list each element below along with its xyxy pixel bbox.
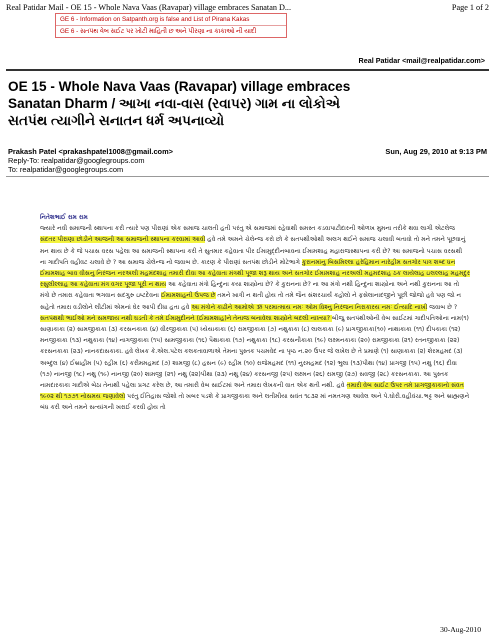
subject-line: Sanatan Dharm / આખા નવા-વાસ (રવાપર) ગામ ના લોકોએ xyxy=(8,96,341,111)
reply-to-field: Reply-To: realpatidar@googlegroups.com xyxy=(8,156,145,165)
body-text: હવે તમે અમને ચેલેન્જ કરો છો કે સતપથીઓથી અલગ થઈને સમાજ ચલાવી બતાવો તો મને તમને પૂછવાનું મન થાય છે કે જે પચાસ વરસ પહેલા આ સમાજની સ્થાપના કરી તે સુતમાર કહેવાતા પીર ઈમામુદ્દીનબાવના ઈમામશાહ મહારાજસ્થાપના કરી છે? આ સમાજનો પચાસ વરસથી ના ગાદીપતિ વહીવટ ચલાવે છે ? xyxy=(40,236,466,266)
body-paragraph xyxy=(40,223,470,313)
thread-list xyxy=(55,13,287,38)
highlight: સંદતર પીરાણા છોડીને આજની આ સમાજની સ્થાપના કરવામાં આવી xyxy=(40,236,206,244)
account-label: Real Patidar <mail@realpatidar.com> xyxy=(358,56,485,65)
thread-item[interactable]: GE 6 - સતપંથ વેબ સઈટ પર ખોટી માહિતી છ અને પીરણા ના કાકાઓ ની યાદી xyxy=(56,25,286,37)
from-field: Prakash Patel <prakashpatel1008@gmail.com> xyxy=(8,147,173,156)
email-body xyxy=(40,212,470,414)
body-text: જવાબ છે ? xyxy=(427,303,458,311)
page-number: Page 1 of 2 xyxy=(451,3,489,12)
body-paragraph xyxy=(40,313,470,414)
body-text: તમને ખાત્રી ન થતી હોય તો તમે જૈન સંશરચાર્ય કહોલો ને ફસેલાનાદજીને પૂછી જોજો હવે પણ જો ન સહેતો તમારા વડીલોને લીટીમાં એમનાં ઘેર આપી દીધા હતા હવે xyxy=(40,292,462,311)
body-text: આ કહેવાતા મંત્રો હિન્દુના કયા શાસ્ત્રોના છે? કે કુરાનના છે? ના આ મંત્રો નથી હિન્દુના શાસ્ત્રોના અને નથી કુરાનના આ તો મંત્રો છે તમારા કહેવાતા ભગવાન સદગુરુ ઇષ્ટદેવના xyxy=(40,281,460,300)
body-text: જ્યારે નવી સમાજની સ્થાપના કરી ત્યારે પણ પીરાણાં એક સમાજ ચાલતી હતી પરંતુ એ સમાજમાં રહેવાથી સમસ્ત કડવાપાટીદારની ઓળખ મુમના તરીકે થવા લાગી એટલેજ xyxy=(40,225,455,233)
body-text: આ પુસ્તક નામદારકાકા ગાદીએ બેઠા તેનાથી પહેલા પ્રગટ કરેલ છે, આ તમારી વેબ સાઈટમાં અને તમારા લેખકની વાત એક થતી નથી. હવે xyxy=(40,370,449,390)
body-text: હવે લેખક કે.એલ.પટેલ કલકતાવાળાએ તેમના પુસ્તક પચમવેદ ના પૃષ્ઠ ન.૨૦ ઉપર જે લખેલ છે તે પ્રમાણે (૧) સાણાકાકા (૨) શેરમહમદ (૩) અબ્દુલ (૪) ઈબ્રાહીમ (૫) રહીમ (૬) કરીમમહમદ (૭) શામજી (૮) હસન (૯) રહીમ (૧૦) રાજેમહમદ (૧૧) નુરમહમદ (૧૨) ભુલા (૧૩)પીથા (૧૪) પ્રાગજી (૧૫) નથુ (૧૬) દીવા (૧૭) નાનજી (૧૮) નથુ (૧૯) નાનજી (૨૦) શામજી (૨૧) નથુ (૨૨)પીથા (૨૩) નથુ (૨૪) કરસનજી (૨૫) લક્ષ્મન (૨૬) રામજી (૨૭) સવજી (૨૮) કરસનકાકા. xyxy=(40,348,463,378)
subject-line: સતપંથ ત્યાગીને સનાતન ધર્મ અપનાવ્યો xyxy=(8,113,225,128)
email-meta xyxy=(8,147,487,174)
subject-line: OE 15 - Whole Nava Vaas (Ravapar) village embraces xyxy=(8,79,351,94)
body-text: બીજુ સતપંથીઓની વેબ સાઈટમાં ગાદીપતિઓના નામ(૧) સાણાકાકા (૨) સામજીકાકા (૩) કરસનકાકા (૪) વીરજીકાકા (૫) ધ્યેયાકાકા (૬) રામજીકાકા (૭) નથુકાકા (૮) લાલકાકા (૯) પ્રાગજીકાકા(૧૦) નાથાકાકા (૧૧) દીપકાકા (૧૨) મનજીકાકા (૧૩) નથુકાકા (૧૪) નાગજીકાકા (૧૫) સામજીકાકા (૧૬) પૈથાકાકા (૧૭) નથુકાકા (૧૮) કરસનીકાકા (૧૯) લક્ષ્મનકાકા (૨૦) રામજીકાકા (૨૧) રતનજીકાકા (૨૨) કરસનકાકા (૨૩) નાનકદાસકાકા. xyxy=(40,314,469,356)
highlight: તમારી વેબ સાઈટ ઉપર તમે પ્રાગજીકાકાનો સંવત ૧૯૦૨ થી ૧૭૭૧ નોસમય જણાવેલો xyxy=(40,382,464,401)
highlight: સતપંથથી ભાઈઓ મને સમજાય નથી ઘડતી કે તમે ઈમામુદીનને (ઈમામશાહ)ને તેનાજ બનાવેલા શાસ્ત્રોને બદલી નાખ્યા? xyxy=(40,314,332,322)
divider xyxy=(6,176,489,177)
body-text: આ સમાજ ચેલેન્જ નો જવાબ છે. કારણ કે પીરાણાં સતપંથ છોડીને મોટેભાગે xyxy=(118,258,302,266)
highlight: ઈમામશાહની ઉપજ છે xyxy=(160,292,216,300)
print-date: 30-Aug-2010 xyxy=(440,625,481,634)
divider xyxy=(6,69,489,71)
to-field: To: realpatidar@googlegroups.com xyxy=(8,165,124,174)
print-header-title: Real Patidar Mail - OE 15 - Whole Nava Vaas (Ravapar) village embraces Sanatan D... xyxy=(6,3,292,12)
body-text: પરંતુ ઈતિહાસ જોશો તો ખબર પડશે કે પ્રાગજીકાકા અને લતીમીયા સવંત ૧૮૩૨ માં નમતગણ આવેલ અને પે.ઘોરી.વહીવંચા.ભટ્ટ અને બ્રાહ્મણને બંધ કરી અને તમને સત્યાંગની ખરાઈ કરવી હોય તો xyxy=(40,393,470,412)
highlight: આ મંત્રોને કાઢીને આમોએ ૐ પરમાત્માય નમઃ ઓમ વિશ્નુ નિરંજન નિરાકારય નમઃ ઈત્યાદિ નાખી xyxy=(191,303,428,311)
thread-item[interactable]: GE 6 - Information on Satpanth.org is false and List of Pirana Kakas xyxy=(60,15,250,23)
highlight: કુરાનમાંનુ બિસમિલ્લા હરેહિમાન નારેહીમ સતગોર પાત્ર શબ્દ ધન ઈમામશાહ બાવ વીસનુ નિરંજન નરઅલી મહમંદશાહ તમારી દીવા આ કહેવાતા મંત્રથી પૂજા શરૂ થાય અને સતગોર ઈમામશાહ નરઅલી મહમદશાહ ઠક લાયેલાહ ઇલલ્લાહ મહમદુર રસુલીલ્લાહ આ કહેવાતા મંત્ર વગર પૂજા પૂરી ન થાય xyxy=(40,258,470,289)
greeting: નિતેશભાઈ રામ રામ xyxy=(40,214,88,221)
date-field: Sun, Aug 29, 2010 at 9:13 PM xyxy=(385,147,487,156)
email-subject xyxy=(8,78,488,129)
